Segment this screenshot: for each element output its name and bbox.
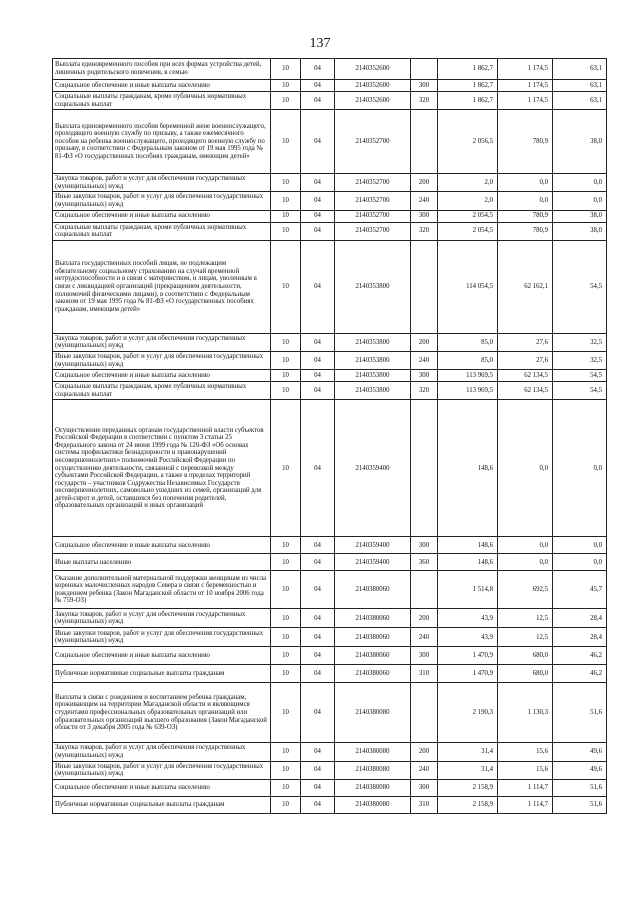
table-cell-target-article: 2140380080 (335, 683, 411, 743)
table-row (53, 370, 607, 382)
table-cell-target-article: 2140352700 (335, 222, 411, 240)
table-cell-target-article: 2140353800 (335, 370, 411, 382)
table-cell-expense-type: 200 (411, 743, 438, 761)
table-cell-target-article: 2140380080 (335, 743, 411, 761)
table-cell-target-article: 2140352600 (335, 80, 411, 92)
table-cell-target-article: 2140353800 (335, 333, 411, 351)
table-cell-subsection: 04 (301, 192, 335, 210)
table-cell-name: Выплата единовременного пособия беременной жене военнослужащего, проходящего военную службу по призыву, а также ежемесячного пособия на ребенка военнослужащего, проходящего военную службу по призыву, в соответствии с Федеральным законом от 19 мая 1995 года № 81-ФЗ «О государственных пособиях гражданам, имеющим детей» (53, 110, 271, 174)
table-cell-executed: 680,0 (498, 647, 553, 665)
table-cell-subsection: 04 (301, 761, 335, 779)
table-cell-approved: 1 862,7 (438, 59, 498, 80)
table-cell-target-article: 2140380080 (335, 761, 411, 779)
table-row (53, 647, 607, 665)
table-cell-target-article: 2140380060 (335, 665, 411, 683)
table-row (53, 609, 607, 628)
table-cell-expense-type: 310 (411, 796, 438, 813)
table-cell-percent: 38,0 (553, 210, 607, 222)
table-cell-approved: 2 054,5 (438, 210, 498, 222)
table-cell-percent: 46,2 (553, 647, 607, 665)
table-cell-approved: 31,4 (438, 743, 498, 761)
table-row (53, 192, 607, 210)
table-cell-expense-type: 240 (411, 192, 438, 210)
table-cell-name: Социальные выплаты гражданам, кроме публичных нормативных социальных выплат (53, 222, 271, 240)
table-cell-section: 10 (271, 174, 301, 192)
table-cell-target-article: 2140352700 (335, 174, 411, 192)
table-cell-executed: 62 134,5 (498, 382, 553, 400)
table-cell-approved: 1 862,7 (438, 92, 498, 110)
table-cell-section: 10 (271, 400, 301, 537)
table-cell-target-article: 2140359400 (335, 400, 411, 537)
table-cell-expense-type: 200 (411, 609, 438, 628)
table-cell-target-article: 2140353800 (335, 240, 411, 333)
table-row (53, 779, 607, 796)
table-cell-subsection: 04 (301, 743, 335, 761)
table-cell-name: Выплата единовременного пособия при всех формах устройства детей, лишенных родительского попечения, в семью (53, 59, 271, 80)
table-cell-section: 10 (271, 665, 301, 683)
table-row (53, 92, 607, 110)
table-cell-subsection: 04 (301, 628, 335, 647)
table-cell-subsection: 04 (301, 400, 335, 537)
table-cell-approved: 1 470,9 (438, 647, 498, 665)
table-cell-executed: 62 162,1 (498, 240, 553, 333)
table-cell-subsection: 04 (301, 571, 335, 609)
table-cell-percent: 38,0 (553, 222, 607, 240)
table-row (53, 683, 607, 743)
table-cell-executed: 1 174,5 (498, 92, 553, 110)
table-cell-percent: 51,6 (553, 683, 607, 743)
table-cell-name: Социальное обеспечение и иные выплаты населению (53, 210, 271, 222)
table-row (53, 59, 607, 80)
table-cell-target-article: 2140353800 (335, 382, 411, 400)
table-cell-section: 10 (271, 571, 301, 609)
table-cell-approved: 1 470,9 (438, 665, 498, 683)
table-row (53, 796, 607, 813)
table-cell-subsection: 04 (301, 351, 335, 369)
table-cell-name: Выплата государственных пособий лицам, не подлежащим обязательному социальному страхованию на случай временной нетрудоспособности и в связи с материнством, и лицам, уволенным в связи с ликвидацией организаций (прекращением деятельности, полномочий физическими лицами), в соответствии с Федеральным законом от 19 мая 1995 года № 81-ФЗ «О государственных пособиях гражданам, имеющим детей» (53, 240, 271, 333)
table-cell-executed: 15,6 (498, 761, 553, 779)
table-cell-approved: 2 056,5 (438, 110, 498, 174)
table-row (53, 240, 607, 333)
table-cell-expense-type: 320 (411, 92, 438, 110)
table-cell-expense-type: 300 (411, 779, 438, 796)
table-cell-target-article: 2140380080 (335, 796, 411, 813)
table-cell-expense-type (411, 400, 438, 537)
table-cell-expense-type (411, 110, 438, 174)
table-cell-section: 10 (271, 333, 301, 351)
table-cell-section: 10 (271, 210, 301, 222)
table-cell-expense-type: 240 (411, 761, 438, 779)
table-cell-section: 10 (271, 554, 301, 571)
table-cell-percent: 38,0 (553, 110, 607, 174)
table-cell-percent: 0,0 (553, 400, 607, 537)
table-row (53, 222, 607, 240)
table-cell-percent: 49,6 (553, 761, 607, 779)
table-cell-section: 10 (271, 609, 301, 628)
table-cell-executed: 12,5 (498, 609, 553, 628)
table-cell-approved: 148,6 (438, 554, 498, 571)
table-cell-section: 10 (271, 683, 301, 743)
table-cell-expense-type: 300 (411, 210, 438, 222)
table-cell-target-article: 2140380060 (335, 609, 411, 628)
table-cell-target-article: 2140380060 (335, 647, 411, 665)
table-row (53, 333, 607, 351)
table-cell-percent: 51,6 (553, 779, 607, 796)
table-cell-executed: 0,0 (498, 400, 553, 537)
table-cell-executed: 780,9 (498, 222, 553, 240)
table-cell-name: Оказание дополнительной материальной поддержки женщинам из числа коренных малочисленных народов Севера в связи с беременностью и рождением ребенка (Закон Магаданской области от 10 ноября 2006 года № 759-ОЗ) (53, 571, 271, 609)
table-cell-expense-type: 300 (411, 647, 438, 665)
table-row (53, 743, 607, 761)
table-cell-subsection: 04 (301, 110, 335, 174)
table-cell-percent: 0,0 (553, 192, 607, 210)
table-cell-executed: 1 174,5 (498, 80, 553, 92)
table-cell-percent: 63,1 (553, 59, 607, 80)
table-cell-name: Закупка товаров, работ и услуг для обеспечения государственных (муниципальных) нужд (53, 333, 271, 351)
table-cell-expense-type: 300 (411, 80, 438, 92)
table-cell-name: Иные закупки товаров, работ и услуг для обеспечения государственных (муниципальных) нужд (53, 761, 271, 779)
table-cell-name: Иные выплаты населению (53, 554, 271, 571)
table-cell-subsection: 04 (301, 370, 335, 382)
table-row (53, 571, 607, 609)
table-cell-name: Публичные нормативные социальные выплаты гражданам (53, 796, 271, 813)
table-cell-target-article: 2140352700 (335, 110, 411, 174)
page-number: 137 (309, 36, 331, 51)
table-cell-executed: 780,9 (498, 210, 553, 222)
budget-table (52, 58, 607, 814)
table-row (53, 382, 607, 400)
table-cell-name: Иные закупки товаров, работ и услуг для обеспечения государственных (муниципальных) нужд (53, 192, 271, 210)
table-cell-expense-type (411, 571, 438, 609)
table-cell-executed: 27,6 (498, 351, 553, 369)
table-cell-expense-type: 300 (411, 370, 438, 382)
table-row (53, 210, 607, 222)
table-row (53, 351, 607, 369)
table-cell-name: Социальное обеспечение и иные выплаты населению (53, 370, 271, 382)
table-cell-target-article: 2140352600 (335, 59, 411, 80)
table-cell-executed: 0,0 (498, 554, 553, 571)
table-cell-subsection: 04 (301, 554, 335, 571)
table-cell-name: Иные закупки товаров, работ и услуг для обеспечения государственных (муниципальных) нужд (53, 628, 271, 647)
table-cell-name: Закупка товаров, работ и услуг для обеспечения государственных (муниципальных) нужд (53, 174, 271, 192)
table-cell-percent: 54,5 (553, 370, 607, 382)
table-cell-name: Социальное обеспечение и иные выплаты населению (53, 537, 271, 554)
table-cell-section: 10 (271, 351, 301, 369)
table-cell-percent: 54,5 (553, 382, 607, 400)
table-cell-section: 10 (271, 240, 301, 333)
table-cell-subsection: 04 (301, 174, 335, 192)
table-cell-approved: 1 514,8 (438, 571, 498, 609)
table-cell-approved: 148,6 (438, 400, 498, 537)
table-row (53, 554, 607, 571)
table-cell-percent: 0,0 (553, 554, 607, 571)
table-cell-subsection: 04 (301, 333, 335, 351)
table-cell-subsection: 04 (301, 382, 335, 400)
table-cell-approved: 114 054,5 (438, 240, 498, 333)
table-cell-section: 10 (271, 743, 301, 761)
table-cell-section: 10 (271, 92, 301, 110)
table-cell-approved: 2,0 (438, 174, 498, 192)
table-cell-target-article: 2140352600 (335, 92, 411, 110)
table-cell-executed: 1 174,5 (498, 59, 553, 80)
table-cell-target-article: 2140353800 (335, 351, 411, 369)
table-cell-section: 10 (271, 382, 301, 400)
table-cell-approved: 43,9 (438, 609, 498, 628)
table-cell-subsection: 04 (301, 80, 335, 92)
table-cell-approved: 113 969,5 (438, 370, 498, 382)
table-cell-executed: 27,6 (498, 333, 553, 351)
table-cell-percent: 0,0 (553, 174, 607, 192)
table-cell-approved: 85,0 (438, 351, 498, 369)
table-cell-executed: 15,6 (498, 743, 553, 761)
table-cell-approved: 2 054,5 (438, 222, 498, 240)
table-cell-executed: 680,0 (498, 665, 553, 683)
table-cell-expense-type (411, 683, 438, 743)
table-cell-percent: 54,5 (553, 240, 607, 333)
table-cell-expense-type: 240 (411, 351, 438, 369)
table-row (53, 537, 607, 554)
table-cell-percent: 49,6 (553, 743, 607, 761)
table-cell-percent: 51,6 (553, 796, 607, 813)
table-cell-expense-type: 310 (411, 665, 438, 683)
table-cell-executed: 0,0 (498, 192, 553, 210)
table-cell-executed: 780,9 (498, 110, 553, 174)
table-row (53, 174, 607, 192)
table-cell-name: Иные закупки товаров, работ и услуг для обеспечения государственных (муниципальных) нужд (53, 351, 271, 369)
table-cell-name: Закупка товаров, работ и услуг для обеспечения государственных (муниципальных) нужд (53, 609, 271, 628)
table-cell-subsection: 04 (301, 665, 335, 683)
table-cell-percent: 28,4 (553, 609, 607, 628)
table-cell-subsection: 04 (301, 240, 335, 333)
table-cell-target-article: 2140352700 (335, 192, 411, 210)
table-cell-expense-type: 320 (411, 382, 438, 400)
table-cell-approved: 85,0 (438, 333, 498, 351)
table-cell-approved: 43,9 (438, 628, 498, 647)
table-cell-executed: 692,5 (498, 571, 553, 609)
table-cell-subsection: 04 (301, 222, 335, 240)
table-cell-expense-type: 200 (411, 333, 438, 351)
table-cell-executed: 1 130,3 (498, 683, 553, 743)
table-cell-subsection: 04 (301, 92, 335, 110)
table-cell-section: 10 (271, 80, 301, 92)
table-cell-name: Социальные выплаты гражданам, кроме публичных нормативных социальных выплат (53, 382, 271, 400)
table-cell-approved: 148,6 (438, 537, 498, 554)
table-cell-subsection: 04 (301, 609, 335, 628)
table-cell-name: Публичные нормативные социальные выплаты гражданам (53, 665, 271, 683)
table-cell-name: Выплаты в связи с рождением и воспитанием ребенка гражданам, проживающим на территории Магаданской области и являющимся студентами профессиональных образовательных организаций или образовательных организаций высшего образования (Закон Магаданской области от 3 декабря 2005 года № 639-ОЗ) (53, 683, 271, 743)
table-cell-percent: 46,2 (553, 665, 607, 683)
table-cell-name: Социальные выплаты гражданам, кроме публичных нормативных социальных выплат (53, 92, 271, 110)
table-cell-approved: 1 862,7 (438, 80, 498, 92)
table-cell-target-article: 2140380080 (335, 779, 411, 796)
table-cell-section: 10 (271, 796, 301, 813)
table-cell-executed: 1 114,7 (498, 796, 553, 813)
table-cell-executed: 0,0 (498, 174, 553, 192)
table-cell-section: 10 (271, 110, 301, 174)
table-cell-section: 10 (271, 222, 301, 240)
table-cell-section: 10 (271, 59, 301, 80)
table-row (53, 761, 607, 779)
table-cell-approved: 113 969,5 (438, 382, 498, 400)
table-cell-section: 10 (271, 192, 301, 210)
table-cell-target-article: 2140380060 (335, 571, 411, 609)
table-cell-percent: 63,1 (553, 92, 607, 110)
table-cell-expense-type: 320 (411, 222, 438, 240)
table-cell-subsection: 04 (301, 647, 335, 665)
table-cell-name: Социальное обеспечение и иные выплаты населению (53, 779, 271, 796)
table-cell-executed: 0,0 (498, 537, 553, 554)
table-cell-expense-type: 240 (411, 628, 438, 647)
table-cell-expense-type (411, 240, 438, 333)
table-cell-name: Осуществление переданных органам государственной власти субъектов Российской Федерации в соответствии с пунктом 3 статьи 25 Федерального закона от 24 июня 1999 года № 120-ФЗ «Об основах системы профилактики безнадзорности и правонарушений несовершеннолетних» полномочий Российской Федерации по осуществлению деятельности, связанной с перевозкой между субъектами Российской Федерации, а также в пределах территорий государств – участников Содружества Независимых Государств несовершеннолетних, самовольно ушедших из семей, организаций для детей-сирот и детей, оставшихся без попечения родителей, образовательных организаций и иных организаций (53, 400, 271, 537)
table-row (53, 665, 607, 683)
table-cell-subsection: 04 (301, 537, 335, 554)
table-cell-approved: 2 158,9 (438, 796, 498, 813)
table-cell-section: 10 (271, 370, 301, 382)
table-cell-subsection: 04 (301, 210, 335, 222)
table-cell-section: 10 (271, 537, 301, 554)
table-cell-percent: 0,0 (553, 537, 607, 554)
table-cell-executed: 12,5 (498, 628, 553, 647)
table-cell-executed: 62 134,5 (498, 370, 553, 382)
table-row (53, 110, 607, 174)
table-cell-approved: 2 158,9 (438, 779, 498, 796)
table-cell-percent: 28,4 (553, 628, 607, 647)
table-cell-percent: 63,1 (553, 80, 607, 92)
table-cell-approved: 31,4 (438, 761, 498, 779)
table-cell-name: Закупка товаров, работ и услуг для обеспечения государственных (муниципальных) нужд (53, 743, 271, 761)
table-row (53, 80, 607, 92)
table-cell-expense-type: 200 (411, 174, 438, 192)
table-cell-target-article: 2140359400 (335, 554, 411, 571)
table-cell-expense-type: 360 (411, 554, 438, 571)
table-cell-subsection: 04 (301, 796, 335, 813)
table-cell-section: 10 (271, 761, 301, 779)
table-cell-section: 10 (271, 647, 301, 665)
table-cell-approved: 2,0 (438, 192, 498, 210)
table-cell-percent: 45,7 (553, 571, 607, 609)
table-cell-subsection: 04 (301, 683, 335, 743)
table-cell-subsection: 04 (301, 779, 335, 796)
table-cell-section: 10 (271, 628, 301, 647)
table-cell-expense-type (411, 59, 438, 80)
table-cell-expense-type: 300 (411, 537, 438, 554)
table-cell-percent: 32,5 (553, 351, 607, 369)
table-cell-target-article: 2140380060 (335, 628, 411, 647)
table-row (53, 628, 607, 647)
table-cell-executed: 1 114,7 (498, 779, 553, 796)
table-cell-target-article: 2140352700 (335, 210, 411, 222)
table-cell-target-article: 2140359400 (335, 537, 411, 554)
table-row (53, 400, 607, 537)
table-cell-name: Социальное обеспечение и иные выплаты населению (53, 80, 271, 92)
table-cell-percent: 32,5 (553, 333, 607, 351)
table-cell-name: Социальное обеспечение и иные выплаты населению (53, 647, 271, 665)
table-cell-subsection: 04 (301, 59, 335, 80)
table-cell-section: 10 (271, 779, 301, 796)
table-cell-approved: 2 190,3 (438, 683, 498, 743)
